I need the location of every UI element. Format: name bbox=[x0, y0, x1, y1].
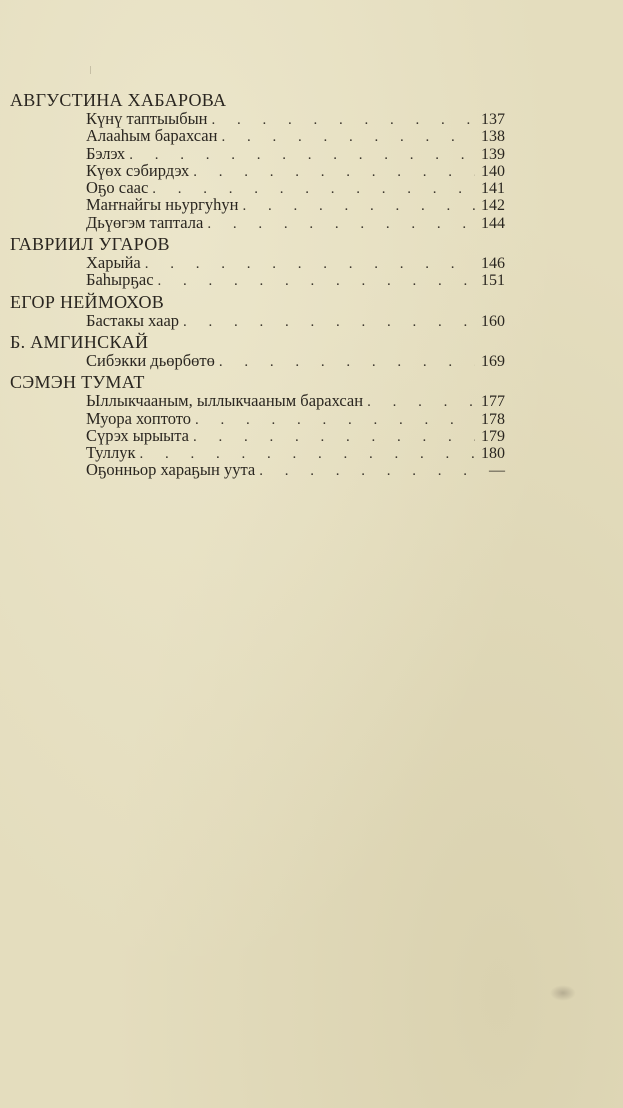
entry-title: Ыллыкчааным, ыллыкчааным барахсан bbox=[86, 391, 364, 411]
page-number: 177 bbox=[481, 393, 505, 411]
page-number: 142 bbox=[481, 197, 505, 215]
page-number: 178 bbox=[481, 410, 505, 428]
dot-leader bbox=[242, 198, 475, 215]
toc-entry bbox=[86, 214, 505, 231]
toc-entry bbox=[86, 254, 505, 271]
entry-list bbox=[86, 352, 505, 369]
dot-leader bbox=[221, 129, 475, 146]
author-heading: ГАВРИИЛ УГАРОВ bbox=[10, 234, 170, 255]
toc-entry bbox=[86, 162, 505, 179]
entry-list bbox=[86, 312, 505, 329]
toc-entry bbox=[86, 110, 505, 127]
page-number: 144 bbox=[481, 214, 505, 232]
entry-title: Күөх сэбирдэх bbox=[86, 160, 190, 180]
page-number: 151 bbox=[481, 272, 505, 290]
toc-entry bbox=[86, 145, 505, 162]
entry-title: Туллук bbox=[86, 443, 136, 463]
toc-section bbox=[10, 332, 505, 369]
author-heading: ЕГОР НЕЙМОХОВ bbox=[10, 291, 165, 312]
entry-title: Оҕо саас bbox=[86, 178, 149, 198]
entry-list bbox=[86, 254, 505, 289]
page-number: 140 bbox=[481, 162, 505, 180]
entry-list bbox=[86, 392, 505, 478]
toc-entry bbox=[86, 271, 505, 288]
entry-title: Сүрэх ырыыта bbox=[86, 425, 189, 445]
toc-entry bbox=[86, 179, 505, 196]
toc-entry bbox=[86, 127, 505, 144]
entry-title: Баһырҕас bbox=[86, 270, 154, 290]
page-number: 160 bbox=[481, 312, 505, 330]
toc-entry bbox=[86, 196, 505, 213]
dot-leader bbox=[145, 256, 475, 273]
dot-leader bbox=[158, 273, 475, 290]
page-number: 180 bbox=[481, 445, 505, 463]
dot-leader bbox=[183, 314, 475, 331]
toc-section bbox=[10, 234, 505, 289]
toc-section bbox=[10, 372, 505, 478]
entry-title: Харыйа bbox=[86, 253, 141, 273]
author-heading: СЭМЭН ТУМАТ bbox=[10, 372, 145, 393]
toc-entry bbox=[86, 392, 505, 409]
dot-leader bbox=[259, 463, 475, 480]
page-number: — bbox=[489, 462, 505, 480]
dot-leader bbox=[207, 216, 475, 233]
entry-title: Бэлэх bbox=[86, 143, 126, 163]
dot-leader bbox=[193, 164, 475, 181]
entry-title: Сибэкки дьөрбөтө bbox=[86, 350, 215, 370]
toc-entry bbox=[86, 461, 505, 478]
page-number: 141 bbox=[481, 180, 505, 198]
dot-leader bbox=[195, 412, 475, 429]
toc-entry bbox=[86, 444, 505, 461]
entry-title: Бастакы хаар bbox=[86, 310, 180, 330]
table-of-contents bbox=[10, 90, 505, 482]
page-number: 138 bbox=[481, 128, 505, 146]
author-heading: АВГУСТИНА ХАБАРОВА bbox=[10, 90, 227, 110]
page-number: 146 bbox=[481, 255, 505, 273]
paper-mark bbox=[90, 66, 91, 74]
toc-entry bbox=[86, 312, 505, 329]
toc-entry bbox=[86, 410, 505, 427]
toc-section bbox=[10, 90, 505, 231]
page-number: 137 bbox=[481, 111, 505, 128]
toc-section bbox=[10, 292, 505, 329]
dot-leader bbox=[367, 394, 475, 411]
entry-title: Маҥнайгы ньургуһун bbox=[86, 195, 239, 215]
entry-title: Күнү таптыыбын bbox=[86, 109, 208, 128]
toc-entry bbox=[86, 427, 505, 444]
page-number: 169 bbox=[481, 352, 505, 370]
entry-title: Муора хоптото bbox=[86, 408, 192, 428]
entry-title: Оҕонньор хараҕын уута bbox=[86, 460, 256, 480]
dot-leader bbox=[193, 429, 475, 446]
author-heading: Б. АМГИНСКАЙ bbox=[10, 331, 149, 352]
page-number: 139 bbox=[481, 145, 505, 163]
dot-leader bbox=[219, 354, 475, 371]
paper-stain bbox=[550, 985, 576, 1001]
entry-list bbox=[86, 110, 505, 231]
page-number: 179 bbox=[481, 427, 505, 445]
dot-leader bbox=[212, 112, 475, 129]
entry-title: Алааһым барахсан bbox=[86, 126, 218, 146]
toc-entry bbox=[86, 352, 505, 369]
entry-title: Дьүөгэм таптала bbox=[86, 212, 204, 232]
